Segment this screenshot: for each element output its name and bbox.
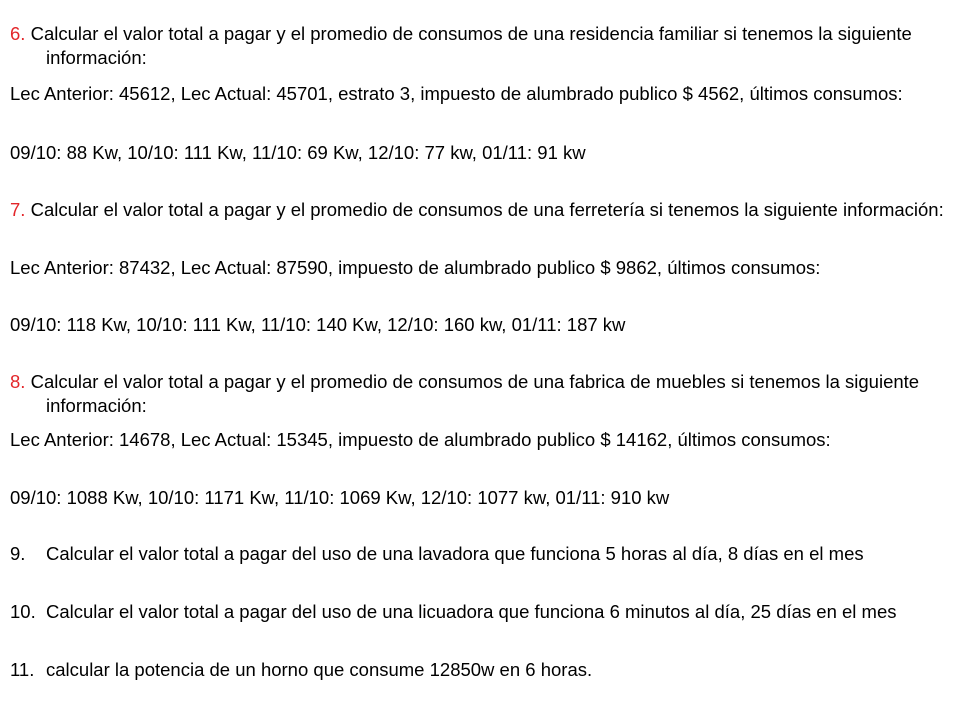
problem-7-readings: Lec Anterior: 87432, Lec Actual: 87590, impuesto de alumbrado publico $ 9862, últimos consumos:: [10, 257, 821, 278]
list-item-9-text: Calcular el valor total a pagar del uso de una lavadora que funciona 5 horas al día, 8 días en el mes: [46, 543, 864, 564]
problem-6-consumptions: 09/10: 88 Kw, 10/10: 111 Kw, 11/10: 69 Kw, 12/10: 77 kw, 01/11: 91 kw: [10, 142, 586, 163]
list-item-11: [10, 658, 955, 682]
problem-6-readings: Lec Anterior: 45612, Lec Actual: 45701, estrato 3, impuesto de alumbrado publico $ 4562, últimos consumos:: [10, 83, 903, 104]
list-item-10: [10, 600, 955, 624]
problem-8-number: 8.: [10, 371, 26, 392]
problem-8-consumptions: 09/10: 1088 Kw, 10/10: 1171 Kw, 11/10: 1069 Kw, 12/10: 1077 kw, 01/11: 910 kw: [10, 487, 670, 508]
problem-7-number: 7.: [10, 199, 26, 220]
problem-7-text: Calcular el valor total a pagar y el promedio de consumos de una ferretería si tenemos la siguiente información:: [25, 199, 944, 220]
problem-6-statement: [10, 22, 955, 70]
list-item-11-number: 11.: [10, 659, 35, 680]
problem-8-text: Calcular el valor total a pagar y el promedio de consumos de una fabrica de muebles si tenemos la siguiente información:: [25, 371, 920, 416]
list-item-9-number: 9.: [10, 543, 26, 564]
problem-7-consumptions: 09/10: 118 Kw, 10/10: 111 Kw, 11/10: 140 Kw, 12/10: 160 kw, 01/11: 187 kw: [10, 314, 626, 335]
problem-7-statement: [10, 198, 955, 222]
list-item-10-number: 10.: [10, 601, 36, 622]
list-item-10-text: Calcular el valor total a pagar del uso de una licuadora que funciona 6 minutos al día, 25 días en el mes: [46, 601, 897, 622]
problem-8-readings: Lec Anterior: 14678, Lec Actual: 15345, impuesto de alumbrado publico $ 14162, últimos consumos:: [10, 429, 831, 450]
problem-6-text: Calcular el valor total a pagar y el promedio de consumos de una residencia familiar si tenemos la siguiente información:: [25, 23, 912, 68]
problem-6-number: 6.: [10, 23, 26, 44]
list-item-9: [10, 542, 955, 566]
problem-8-statement: [10, 370, 955, 418]
list-item-11-text: calcular la potencia de un horno que consume 12850w en 6 horas.: [46, 659, 593, 680]
